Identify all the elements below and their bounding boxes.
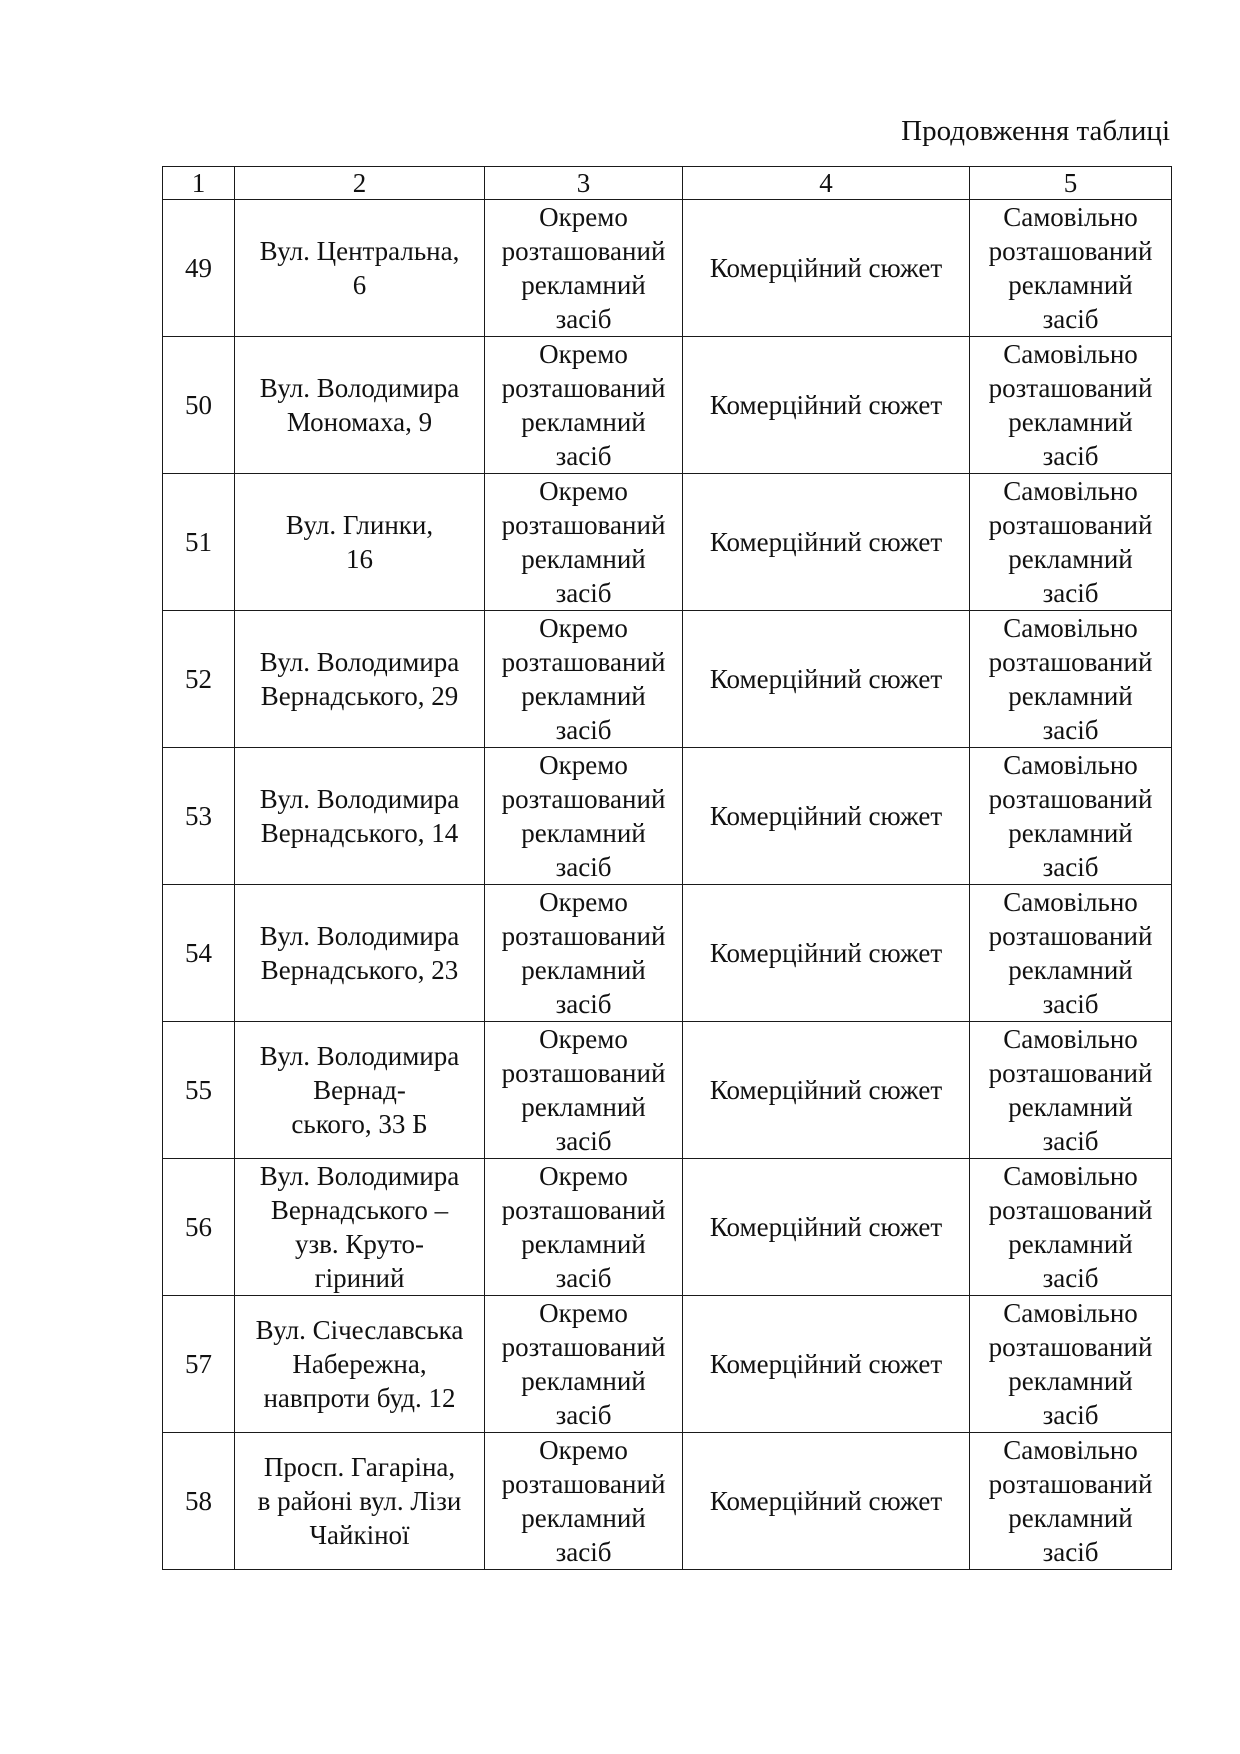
address-cell-line: гіриний xyxy=(314,1263,405,1293)
ad-type-cell-line: розташований xyxy=(501,1332,666,1362)
row-number-cell: 56 xyxy=(163,1159,235,1296)
table-row xyxy=(163,1159,1172,1296)
ad-type-cell-line: рекламний xyxy=(521,1229,646,1259)
column-number-5: 5 xyxy=(970,167,1172,200)
ad-type-cell-line: засіб xyxy=(555,1537,612,1567)
status-cell xyxy=(970,611,1172,748)
content-cell: Комерційний сюжет xyxy=(683,337,970,474)
status-cell-line: розташований xyxy=(988,1058,1153,1088)
address-cell-line: узв. Круто- xyxy=(294,1229,424,1259)
status-cell-line: рекламний xyxy=(1008,818,1133,848)
content-cell: Комерційний сюжет xyxy=(683,1022,970,1159)
ad-type-cell-line: Окремо xyxy=(539,1024,628,1054)
ad-type-cell-line: Окремо xyxy=(539,476,628,506)
status-cell-line: розташований xyxy=(988,1469,1153,1499)
ad-type-cell-line: засіб xyxy=(555,1126,612,1156)
address-cell-line: Вул. Січеславська xyxy=(255,1315,464,1345)
address-cell-line: Вул. Володимира xyxy=(259,647,460,677)
ad-type-cell-line: Окремо xyxy=(539,1298,628,1328)
status-cell-line: Самовільно xyxy=(1003,613,1138,643)
ad-type-cell-line: засіб xyxy=(555,989,612,1019)
row-number-cell: 55 xyxy=(163,1022,235,1159)
ad-type-cell-line: розташований xyxy=(501,921,666,951)
status-cell-line: розташований xyxy=(988,1332,1153,1362)
address-cell-line: Вул. Володимира xyxy=(259,921,460,951)
status-cell-line: рекламний xyxy=(1008,1503,1133,1533)
ad-type-cell xyxy=(485,885,683,1022)
status-cell-line: рекламний xyxy=(1008,955,1133,985)
status-cell-line: засіб xyxy=(1042,852,1099,882)
status-cell-line: рекламний xyxy=(1008,681,1133,711)
status-cell xyxy=(970,1296,1172,1433)
status-cell xyxy=(970,474,1172,611)
status-cell-line: розташований xyxy=(988,236,1153,266)
table-row xyxy=(163,337,1172,474)
address-cell-line: 16 xyxy=(346,544,373,574)
ad-type-cell-line: Окремо xyxy=(539,202,628,232)
table-row xyxy=(163,200,1172,337)
ad-type-cell xyxy=(485,748,683,885)
ad-type-cell xyxy=(485,611,683,748)
address-cell xyxy=(235,1159,485,1296)
ad-type-cell-line: засіб xyxy=(555,304,612,334)
status-cell-line: засіб xyxy=(1042,1263,1099,1293)
address-cell xyxy=(235,1022,485,1159)
status-cell xyxy=(970,748,1172,885)
ad-type-cell-line: розташований xyxy=(501,1058,666,1088)
content-cell: Комерційний сюжет xyxy=(683,885,970,1022)
row-number-cell: 52 xyxy=(163,611,235,748)
status-cell xyxy=(970,885,1172,1022)
status-cell-line: рекламний xyxy=(1008,407,1133,437)
address-cell xyxy=(235,337,485,474)
row-number-cell: 58 xyxy=(163,1433,235,1570)
table-row xyxy=(163,1022,1172,1159)
address-cell-line: Вул. Володимира xyxy=(259,373,460,403)
address-cell-line: Чайкіної xyxy=(309,1520,410,1550)
content-cell: Комерційний сюжет xyxy=(683,1296,970,1433)
table-row xyxy=(163,1433,1172,1570)
status-cell-line: засіб xyxy=(1042,578,1099,608)
ad-type-cell-line: розташований xyxy=(501,510,666,540)
address-cell-line: Вернад- xyxy=(313,1075,406,1105)
content-cell: Комерційний сюжет xyxy=(683,200,970,337)
address-cell-line: Вул. Володимира xyxy=(259,1161,460,1191)
status-cell-line: розташований xyxy=(988,510,1153,540)
content-cell: Комерційний сюжет xyxy=(683,1159,970,1296)
address-cell-line: Вернадського, 14 xyxy=(260,818,459,848)
address-cell-line: Вул. Володимира xyxy=(259,1041,460,1071)
table-row xyxy=(163,611,1172,748)
status-cell-line: рекламний xyxy=(1008,1092,1133,1122)
ad-type-cell-line: засіб xyxy=(555,441,612,471)
ad-type-cell-line: рекламний xyxy=(521,407,646,437)
status-cell-line: розташований xyxy=(988,921,1153,951)
ad-type-cell-line: розташований xyxy=(501,647,666,677)
address-cell-line: Вернадського, 23 xyxy=(260,955,459,985)
content-cell: Комерційний сюжет xyxy=(683,611,970,748)
ad-type-cell-line: рекламний xyxy=(521,1366,646,1396)
status-cell-line: Самовільно xyxy=(1003,1435,1138,1465)
row-number-cell: 54 xyxy=(163,885,235,1022)
address-cell xyxy=(235,1296,485,1433)
row-number-cell: 50 xyxy=(163,337,235,474)
address-cell xyxy=(235,1433,485,1570)
address-cell-line: Вул. Центральна, xyxy=(259,236,460,266)
status-cell-line: засіб xyxy=(1042,1537,1099,1567)
status-cell-line: Самовільно xyxy=(1003,1024,1138,1054)
address-cell-line: Вернадського – xyxy=(270,1195,449,1225)
status-cell-line: засіб xyxy=(1042,715,1099,745)
ad-type-cell-line: Окремо xyxy=(539,887,628,917)
column-number-1: 1 xyxy=(163,167,235,200)
column-number-4: 4 xyxy=(683,167,970,200)
status-cell-line: рекламний xyxy=(1008,270,1133,300)
content-cell: Комерційний сюжет xyxy=(683,1433,970,1570)
address-cell-line: Вул. Глинки, xyxy=(285,510,434,540)
table-row xyxy=(163,748,1172,885)
address-cell-line: навпроти буд. 12 xyxy=(263,1383,456,1413)
status-cell-line: рекламний xyxy=(1008,1366,1133,1396)
address-cell-line: в районі вул. Лізи xyxy=(257,1486,462,1516)
table-continuation-caption: Продовження таблиці xyxy=(901,115,1170,147)
ad-type-cell-line: Окремо xyxy=(539,339,628,369)
ad-type-cell xyxy=(485,1159,683,1296)
ad-type-cell-line: рекламний xyxy=(521,955,646,985)
status-cell-line: розташований xyxy=(988,1195,1153,1225)
ad-type-cell-line: розташований xyxy=(501,373,666,403)
ad-type-cell-line: Окремо xyxy=(539,1161,628,1191)
status-cell-line: розташований xyxy=(988,784,1153,814)
ad-type-cell-line: засіб xyxy=(555,715,612,745)
row-number-cell: 49 xyxy=(163,200,235,337)
address-cell-line: Набережна, xyxy=(292,1349,427,1379)
status-cell xyxy=(970,200,1172,337)
status-cell xyxy=(970,1022,1172,1159)
table-header-row xyxy=(163,167,1172,200)
ad-type-cell-line: розташований xyxy=(501,784,666,814)
address-cell xyxy=(235,885,485,1022)
address-cell xyxy=(235,200,485,337)
status-cell-line: засіб xyxy=(1042,441,1099,471)
ad-type-cell-line: Окремо xyxy=(539,750,628,780)
address-cell-line: ського, 33 Б xyxy=(291,1109,428,1139)
status-cell-line: засіб xyxy=(1042,304,1099,334)
status-cell-line: Самовільно xyxy=(1003,476,1138,506)
row-number-cell: 57 xyxy=(163,1296,235,1433)
address-cell xyxy=(235,611,485,748)
ad-type-cell xyxy=(485,1022,683,1159)
content-cell: Комерційний сюжет xyxy=(683,748,970,885)
ad-type-cell-line: Окремо xyxy=(539,613,628,643)
address-cell xyxy=(235,748,485,885)
status-cell-line: Самовільно xyxy=(1003,202,1138,232)
status-cell-line: Самовільно xyxy=(1003,1161,1138,1191)
row-number-cell: 53 xyxy=(163,748,235,885)
ad-type-cell xyxy=(485,1296,683,1433)
content-cell: Комерційний сюжет xyxy=(683,474,970,611)
address-cell-line: Мономаха, 9 xyxy=(286,407,433,437)
table-row xyxy=(163,885,1172,1022)
ad-type-cell xyxy=(485,474,683,611)
address-cell-line: 6 xyxy=(352,270,367,300)
status-cell-line: Самовільно xyxy=(1003,1298,1138,1328)
address-cell-line: Вул. Володимира xyxy=(259,784,460,814)
status-cell-line: розташований xyxy=(988,647,1153,677)
ad-type-cell-line: розташований xyxy=(501,1195,666,1225)
ad-type-cell-line: рекламний xyxy=(521,544,646,574)
status-cell xyxy=(970,1159,1172,1296)
status-cell-line: Самовільно xyxy=(1003,887,1138,917)
ad-type-cell xyxy=(485,1433,683,1570)
column-number-3: 3 xyxy=(485,167,683,200)
ad-type-cell-line: розташований xyxy=(501,236,666,266)
ad-type-cell-line: рекламний xyxy=(521,681,646,711)
status-cell-line: Самовільно xyxy=(1003,750,1138,780)
table-row xyxy=(163,1296,1172,1433)
ad-type-cell-line: засіб xyxy=(555,1263,612,1293)
status-cell xyxy=(970,1433,1172,1570)
ad-type-cell-line: розташований xyxy=(501,1469,666,1499)
status-cell-line: засіб xyxy=(1042,1126,1099,1156)
status-cell xyxy=(970,337,1172,474)
ad-type-cell-line: рекламний xyxy=(521,270,646,300)
status-cell-line: рекламний xyxy=(1008,544,1133,574)
ad-type-cell-line: засіб xyxy=(555,1400,612,1430)
ad-type-cell-line: засіб xyxy=(555,852,612,882)
status-cell-line: рекламний xyxy=(1008,1229,1133,1259)
ad-placements-table xyxy=(162,166,1172,1570)
status-cell-line: засіб xyxy=(1042,1400,1099,1430)
address-cell-line: Просп. Гагаріна, xyxy=(263,1452,456,1482)
row-number-cell: 51 xyxy=(163,474,235,611)
address-cell-line: Вернадського, 29 xyxy=(260,681,459,711)
ad-type-cell-line: рекламний xyxy=(521,818,646,848)
ad-type-cell-line: рекламний xyxy=(521,1092,646,1122)
column-number-2: 2 xyxy=(235,167,485,200)
table-row xyxy=(163,474,1172,611)
status-cell-line: розташований xyxy=(988,373,1153,403)
address-cell xyxy=(235,474,485,611)
ad-type-cell xyxy=(485,337,683,474)
ad-type-cell-line: рекламний xyxy=(521,1503,646,1533)
status-cell-line: Самовільно xyxy=(1003,339,1138,369)
ad-type-cell-line: Окремо xyxy=(539,1435,628,1465)
ad-type-cell-line: засіб xyxy=(555,578,612,608)
ad-type-cell xyxy=(485,200,683,337)
status-cell-line: засіб xyxy=(1042,989,1099,1019)
